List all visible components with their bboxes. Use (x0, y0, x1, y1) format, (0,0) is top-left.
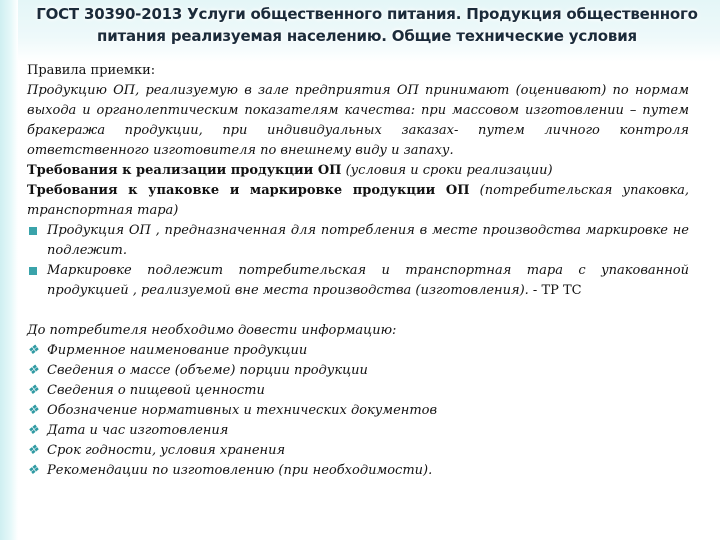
list-item (27, 441, 689, 461)
list-item (27, 361, 689, 381)
diamond-bullet-icon: ❖ (27, 443, 39, 458)
acceptance-heading: Правила приемки: (27, 63, 156, 78)
square-bullet-icon (29, 267, 37, 275)
acceptance-text: Продукцию ОП, реализуемую в зале предприятия ОП принимают (оценивают) по нормам выхода и органолептическим показателям качества: при массовом изготовлении – путем бракеража продукции, при индивидуальных заказах- путем личного контроля ответственного изготовителя по внешнему виду и запаху. (27, 83, 689, 158)
list-item (27, 401, 689, 421)
packaging-list-item (27, 261, 689, 301)
consumer-info-list (27, 341, 689, 481)
packaging-requirements-rest: (потребительская упаковка, транспортная тара) (27, 183, 689, 218)
packaging-requirements-bold: Требования к упаковке и маркировке продукции ОП (27, 183, 470, 198)
slide-title (22, 3, 712, 47)
diamond-bullet-icon: ❖ (27, 343, 39, 358)
list-item-text: Дата и час изготовления (47, 423, 229, 438)
sales-requirements-bold: Требования к реализации продукции ОП (27, 163, 342, 178)
diamond-bullet-icon: ❖ (27, 423, 39, 438)
list-item-text: Сведения о массе (объеме) порции продукции (47, 363, 368, 378)
spacer (27, 301, 689, 321)
slide-title-line2: питания реализуемая населению. Общие технические условия (97, 27, 637, 45)
slide-content (27, 61, 689, 481)
tr-ts-label: ТР ТС (537, 283, 582, 298)
list-item (27, 461, 689, 481)
diamond-bullet-icon: ❖ (27, 363, 39, 378)
diamond-bullet-icon: ❖ (27, 403, 39, 418)
packaging-list-item (27, 221, 689, 261)
list-item-text: Фирменное наименование продукции (47, 343, 308, 358)
list-item-text: Срок годности, условия хранения (47, 443, 286, 458)
packaging-item-text: Продукция ОП , предназначенная для потребления в месте производства маркировке не подлежит. (47, 223, 689, 258)
square-bullet-icon (29, 227, 37, 235)
list-item (27, 381, 689, 401)
slide-title-line1: ГОСТ 30390-2013 Услуги общественного питания. Продукция общественного (36, 5, 698, 23)
packaging-list (27, 221, 689, 301)
list-item-text: Сведения о пищевой ценности (47, 383, 265, 398)
left-decor-bar (0, 0, 18, 540)
consumer-info-heading: До потребителя необходимо довести информацию: (27, 323, 397, 338)
diamond-bullet-icon: ❖ (27, 463, 39, 478)
packaging-item-text: Маркировке подлежит потребительская и транспортная тара с упакованной продукцией , реализуемой вне места производства (изготовления). - (47, 263, 689, 298)
sales-requirements-rest: (условия и сроки реализации) (341, 163, 553, 178)
list-item (27, 341, 689, 361)
list-item-text: Рекомендации по изготовлению (при необходимости). (47, 463, 433, 478)
packaging-requirements (27, 181, 689, 221)
list-item (27, 421, 689, 441)
list-item-text: Обозначение нормативных и технических документов (47, 403, 438, 418)
diamond-bullet-icon: ❖ (27, 383, 39, 398)
sales-requirements (27, 161, 689, 181)
